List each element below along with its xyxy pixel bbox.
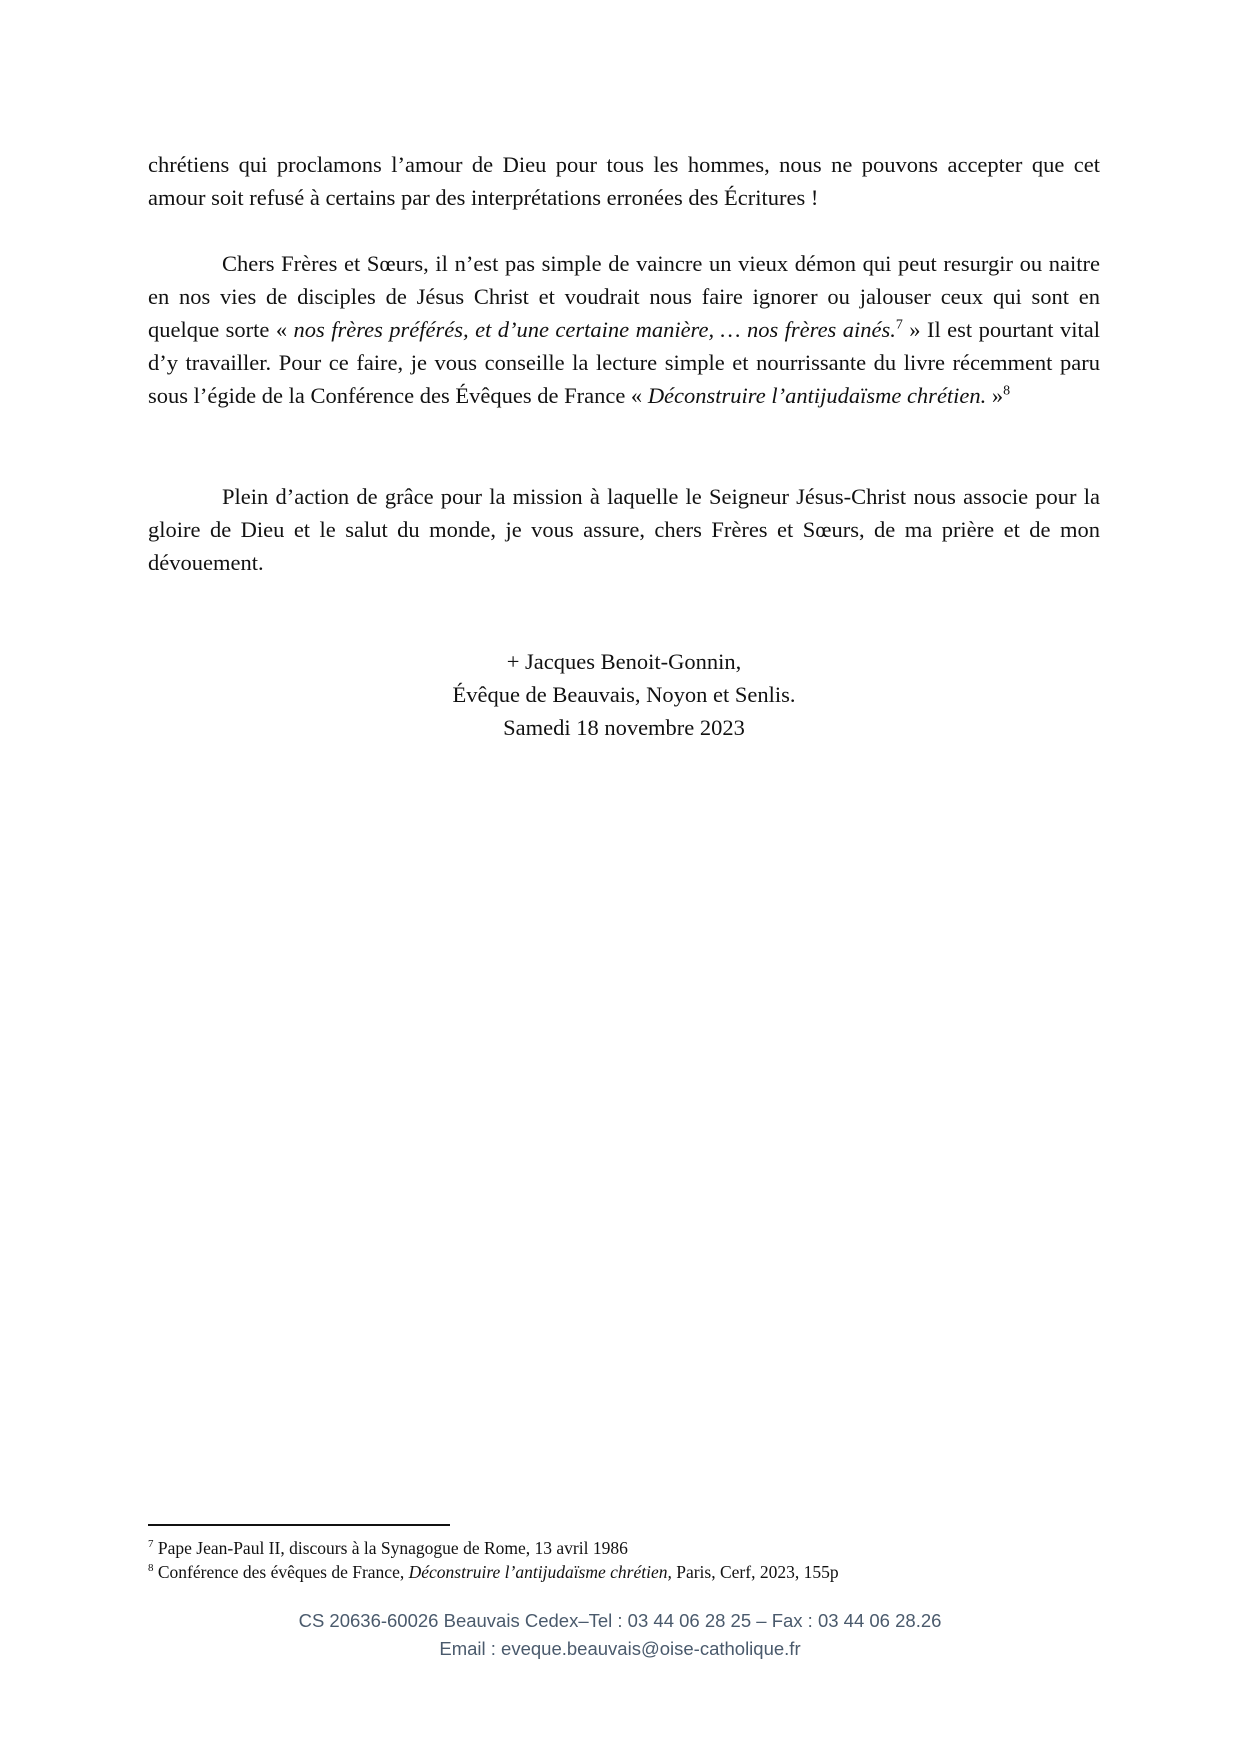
- page-footer: [0, 1607, 1240, 1663]
- signature-name: + Jacques Benoit-Gonnin,: [506, 649, 742, 674]
- signature-title: Évêque de Beauvais, Noyon et Senlis.: [452, 682, 796, 707]
- footnote-7-number: 7: [148, 1538, 154, 1551]
- footnote-8-text-b: Paris, Cerf, 2023, 155p: [671, 1562, 839, 1582]
- quote-nos-freres: nos frères préférés, et d’une certaine manière, … nos frères ainés.: [293, 317, 896, 342]
- footnote-ref-8[interactable]: 8: [1003, 383, 1011, 399]
- signature-date: Samedi 18 novembre 2023: [503, 715, 745, 740]
- footer-address: CS 20636-60026 Beauvais Cedex–Tel : 03 44 06 28 25 – Fax : 03 44 06 28.26: [298, 1610, 942, 1631]
- book-title-quote: Déconstruire l’antijudaïsme chrétien.: [647, 383, 987, 408]
- footer-email[interactable]: Email : eveque.beauvais@oise-catholique.fr: [439, 1638, 801, 1659]
- footnote-7: [148, 1536, 1100, 1560]
- footnote-8: [148, 1560, 1100, 1584]
- footnote-8-number: 8: [148, 1562, 154, 1575]
- footnote-8-book-title: Déconstruire l’antijudaïsme chrétien,: [408, 1562, 672, 1582]
- footnote-ref-7[interactable]: 7: [895, 317, 903, 333]
- paragraph-2-text-b: » Il est pourtant vital d’y travailler. Pour ce faire, je vous conseille la lecture simple et nourrissante du livre récemment paru sous l’égide de la Conférence des Évêques de France «: [148, 317, 1100, 408]
- letter-paragraph-2: [148, 247, 1100, 412]
- paragraph-2-text-a: Chers Frères et Sœurs, il n’est pas simple de vaincre un vieux démon qui peut resurgir ou naitre en nos vies de disciples de Jésus Christ et voudrait nous faire ignorer ou jalouser ceux qui sont en quelque sorte «: [148, 251, 1100, 342]
- footnotes: [148, 1536, 1100, 1584]
- paragraph-2-text-c: »: [986, 383, 1004, 408]
- letter-paragraph-3: Plein d’action de grâce pour la mission à laquelle le Seigneur Jésus-Christ nous associe pour la gloire de Dieu et le salut du monde, je vous assure, chers Frères et Sœurs, de ma prière et de mon dévouement.: [148, 484, 1100, 575]
- footnote-separator: [148, 1524, 450, 1526]
- footnote-7-text: Pape Jean-Paul II, discours à la Synagogue de Rome, 13 avril 1986: [153, 1538, 628, 1558]
- signature-block: [148, 645, 1100, 744]
- footnote-8-text-a: Conférence des évêques de France,: [153, 1562, 409, 1582]
- letter-paragraph-1: chrétiens qui proclamons l’amour de Dieu pour tous les hommes, nous ne pouvons accepter que cet amour soit refusé à certains par des interprétations erronées des Écritures !: [148, 152, 1100, 210]
